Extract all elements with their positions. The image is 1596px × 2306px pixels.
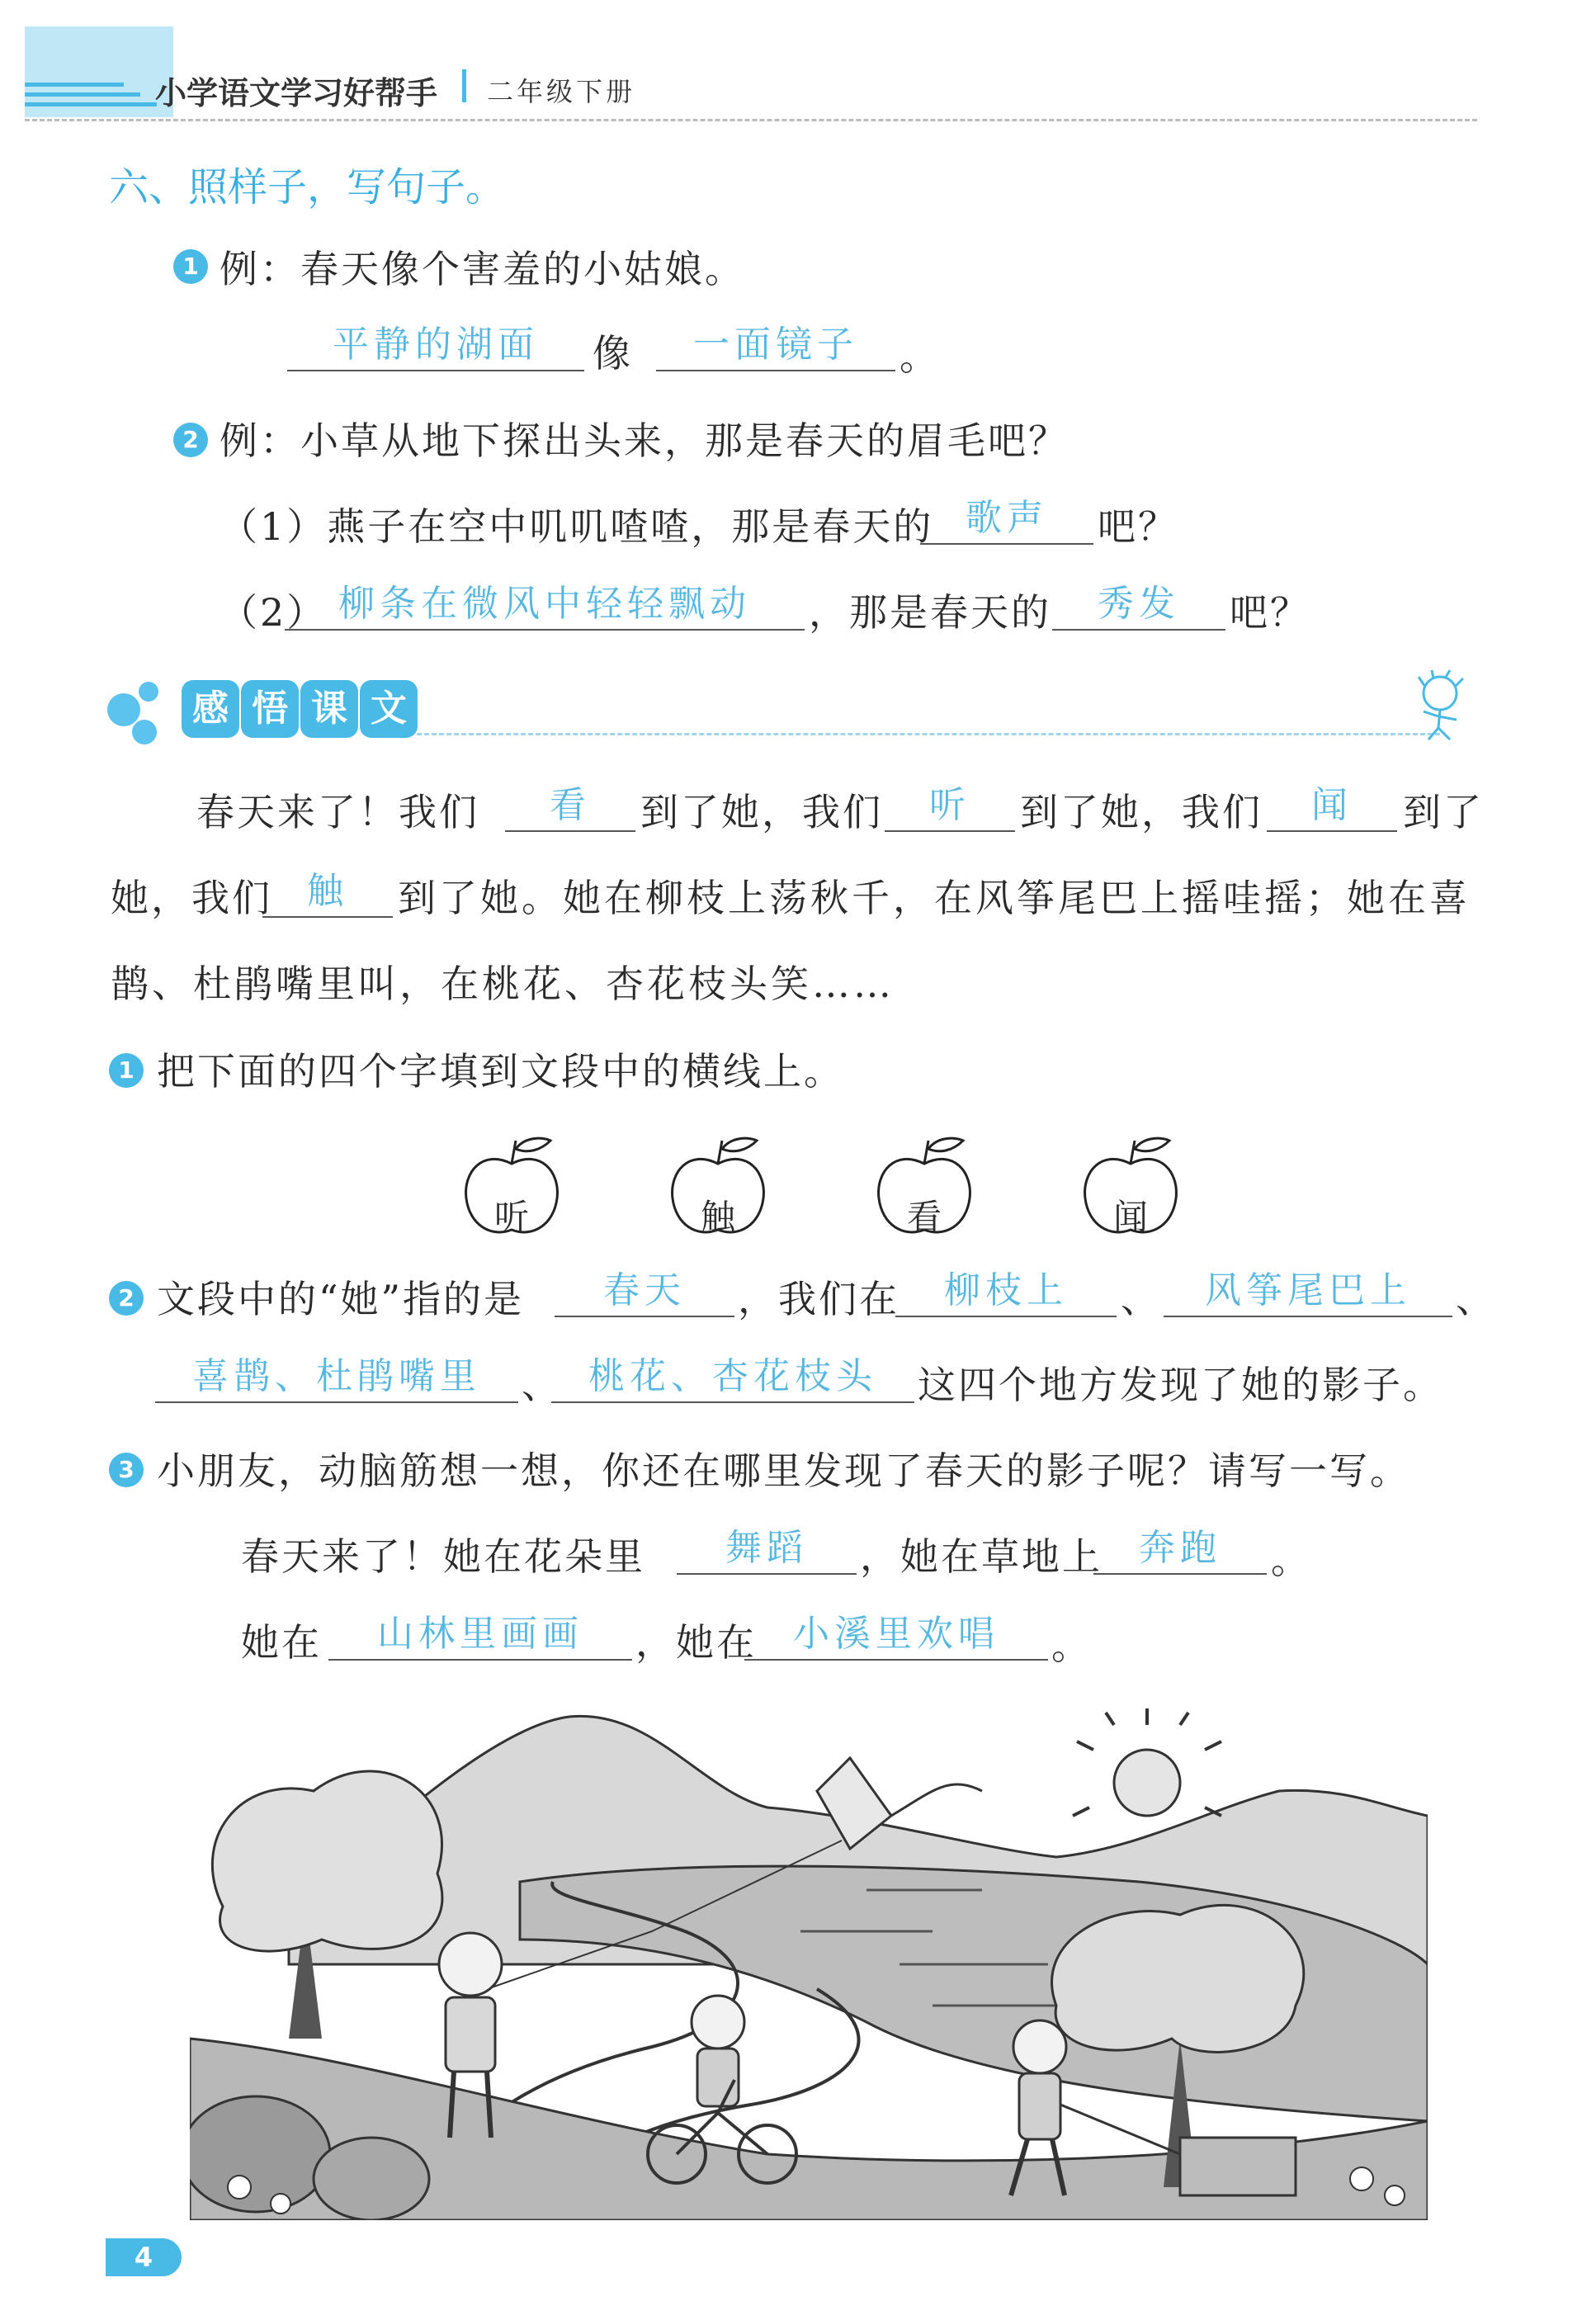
decor-dot xyxy=(139,682,158,702)
sentence-text: 像 xyxy=(593,331,633,376)
question-number: 2 xyxy=(109,1281,144,1316)
answer-blank[interactable]: 喜鹊、杜鹃嘴里 xyxy=(155,1354,518,1403)
answer-blank[interactable]: 闻 xyxy=(1267,782,1397,832)
question-number: 3 xyxy=(109,1453,144,1487)
sentence-text: （1）燕子在空中叽叽喳喳，那是春天的 xyxy=(220,504,934,549)
banner-divider xyxy=(417,733,1440,735)
apple-character: 听 xyxy=(493,1197,529,1237)
answer-blank[interactable]: 秀发 xyxy=(1052,581,1225,631)
question-text: 小朋友，动脑筋想一想，你还在哪里发现了春天的影子呢？请写一写。 xyxy=(157,1448,1410,1493)
passage-text: 到了 xyxy=(1403,790,1484,834)
answer-blank[interactable]: 舞蹈 xyxy=(677,1525,857,1575)
answer-blank[interactable]: 歌声 xyxy=(920,495,1093,545)
apple-character: 闻 xyxy=(1112,1197,1148,1237)
header-stripe xyxy=(25,102,157,106)
answer-blank[interactable]: 看 xyxy=(505,782,635,832)
answer-blank[interactable]: 风筝尾巴上 xyxy=(1164,1268,1452,1317)
passage-text: 到了她，我们 xyxy=(1020,790,1263,834)
answer-line-text: 她在 xyxy=(241,1620,322,1665)
answer-line-text: ，她在草地上 xyxy=(860,1534,1103,1579)
header-separator xyxy=(462,69,466,102)
answer-blank[interactable]: 奔跑 xyxy=(1093,1525,1267,1575)
question-text: 文段中的“她”指的是 xyxy=(157,1277,525,1321)
example-sentence: 例：小草从地下探出头来，那是春天的眉毛吧？ xyxy=(220,418,1069,463)
sentence-text: 吧？ xyxy=(1230,590,1310,635)
question-text: 把下面的四个字填到文段中的横线上。 xyxy=(157,1049,844,1094)
answer-blank[interactable]: 触 xyxy=(262,868,393,918)
question-number: 1 xyxy=(173,249,208,284)
answer-blank[interactable]: 一面镜子 xyxy=(656,322,895,371)
apple-card[interactable] xyxy=(664,1132,772,1240)
answer-line-text: 春天来了！她在花朵里 xyxy=(241,1534,645,1579)
question-text: 、 xyxy=(1456,1277,1496,1321)
apple-card[interactable] xyxy=(458,1132,565,1240)
sentence-text: 。 xyxy=(900,334,940,379)
answer-blank[interactable]: 桃花、杏花枝头 xyxy=(551,1354,914,1403)
apple-card[interactable] xyxy=(871,1132,978,1240)
answer-line-text: 。 xyxy=(1271,1538,1311,1582)
question-text: 、 xyxy=(1121,1277,1161,1321)
passage-text: 她，我们 xyxy=(111,876,272,920)
header-divider xyxy=(25,119,1477,121)
cartoon-kid-icon xyxy=(1407,669,1481,743)
page-number: 4 xyxy=(106,2238,182,2276)
answer-blank[interactable]: 柳条在微风中轻轻飘动 xyxy=(285,581,805,631)
question-number: 2 xyxy=(173,423,208,457)
passage-text: 春天来了！我们 xyxy=(196,790,479,834)
question-text: 这四个地方发现了她的影子。 xyxy=(918,1363,1443,1407)
answer-line-text: ，她在 xyxy=(635,1620,757,1665)
decor-dot xyxy=(132,720,157,744)
sentence-text: 吧？ xyxy=(1098,504,1178,549)
sentence-text: （2） xyxy=(220,590,328,635)
answer-blank[interactable]: 小溪里欢唱 xyxy=(744,1611,1048,1661)
answer-blank[interactable]: 平静的湖面 xyxy=(287,322,584,371)
example-sentence: 例：春天像个害羞的小姑娘。 xyxy=(220,247,745,291)
question-text: ，我们在 xyxy=(738,1277,900,1321)
banner-char: 文 xyxy=(360,680,418,738)
question-number: 1 xyxy=(109,1053,144,1088)
banner-char: 感 xyxy=(182,680,239,738)
answer-blank[interactable]: 山林里画画 xyxy=(328,1611,632,1661)
apple-character: 触 xyxy=(700,1197,735,1237)
header-stripe xyxy=(25,92,140,97)
spring-scene-illustration xyxy=(190,1692,1428,2220)
answer-line-text: 。 xyxy=(1051,1623,1092,1668)
passage-text: 到了她，我们 xyxy=(640,790,883,834)
answer-blank[interactable]: 春天 xyxy=(555,1268,734,1317)
decor-dot xyxy=(107,693,140,726)
sentence-text: ，那是春天的 xyxy=(809,590,1051,635)
passage-text: 到了她。她在柳枝上荡秋千，在风筝尾巴上摇哇摇；她在喜 xyxy=(398,876,1471,920)
section-title: 六、照样子，写句子。 xyxy=(109,164,506,210)
passage-text: 鹊、杜鹃嘴里叫，在桃花、杏花枝头笑…… xyxy=(111,962,895,1006)
book-title: 小学语文学习好帮手 xyxy=(155,75,438,111)
header-stripe xyxy=(25,83,124,87)
banner-char: 课 xyxy=(300,680,358,738)
apple-card[interactable] xyxy=(1077,1132,1184,1240)
answer-blank[interactable]: 听 xyxy=(885,782,1015,832)
question-text: 、 xyxy=(522,1363,562,1407)
answer-blank[interactable]: 柳枝上 xyxy=(895,1268,1117,1317)
banner-char: 悟 xyxy=(241,680,299,738)
grade-label: 二年级下册 xyxy=(487,76,636,107)
apple-character: 看 xyxy=(906,1197,942,1237)
